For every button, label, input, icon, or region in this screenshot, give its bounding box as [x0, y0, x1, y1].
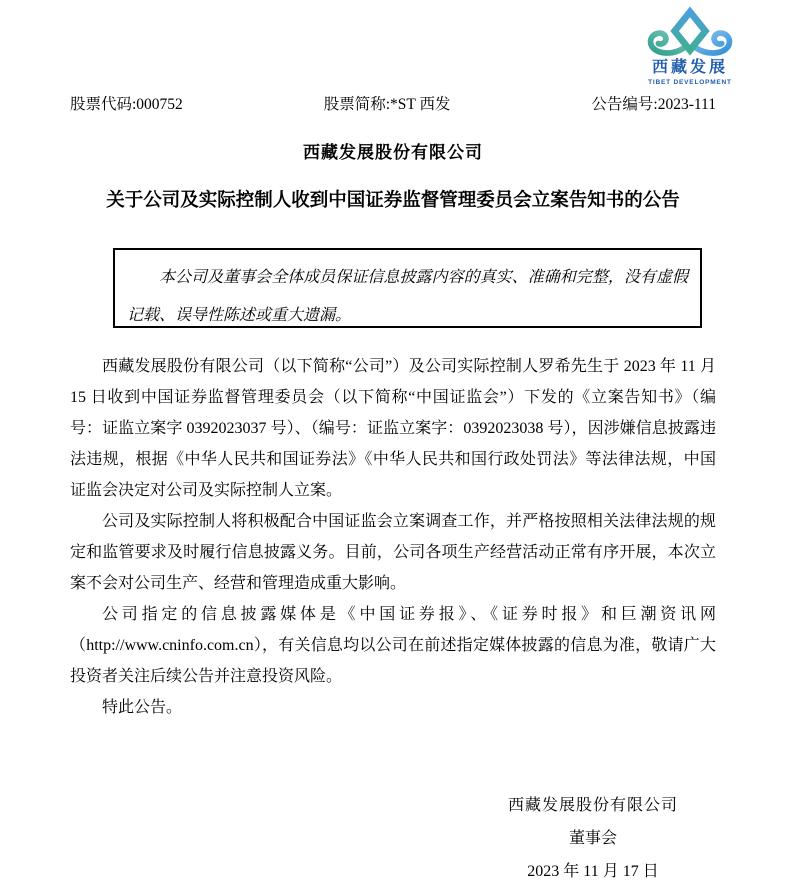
stock-code: 股票代码:000752 — [70, 96, 183, 113]
stock-abbreviation: 股票简称:*ST 西发 — [323, 96, 451, 113]
announcement-title: 关于公司及实际控制人收到中国证券监督管理委员会立案告知书的公告 — [106, 191, 680, 211]
body-paragraph-3: 公司指定的信息披露媒体是《中国证券报》、《证券时报》和巨潮资讯网（http://www.cninfo.com.cn），有关信息均以公司在前述指定媒体披露的信息为准，敬请广大投资者关注后续公告并注意投资风险。 — [70, 606, 716, 685]
closing-statement: 特此公告。 — [102, 699, 183, 716]
company-logo — [634, 6, 746, 86]
signature-block — [473, 789, 713, 888]
signature-company: 西藏发展股份有限公司 — [507, 797, 678, 814]
declaration-text: 本公司及董事会全体成员保证信息披露内容的真实、准确和完整，没有虚假记载、误导性陈述或重大遗漏。 — [127, 269, 688, 324]
logo-name-en: TIBET DEVELOPMENT — [648, 78, 732, 86]
logo-name-cn: 西藏发展 — [651, 59, 728, 76]
body-paragraph-2: 公司及实际控制人将积极配合中国证监会立案调查工作，并严格按照相关法律法规的规定和监管要求及时履行信息披露义务。目前，公司各项生产经营活动正常有序开展，本次立案不会对公司生产、经营和管理造成重大影响。 — [70, 513, 716, 592]
body-paragraph-1: 西藏发展股份有限公司（以下简称“公司”）及公司实际控制人罗希先生于 2023 年 11 月 15 日收到中国证券监督管理委员会（以下简称“中国证监会”）下发的《立案告知书》（编号：证监立案字 0392023037 号）、（编号：证监立案字：0392023038 号），因涉嫌信息披露违法违规，根据《中华人民共和国证券法》《中华人民共和国行政处罚法》等法律法规，中国证监会决定对公司及实际控制人立案。 — [70, 358, 716, 499]
signature-date: 2023 年 11 月 17 日 — [527, 863, 659, 880]
page-title: 西藏发展股份有限公司 — [303, 143, 483, 162]
announcement-number: 公告编号:2023-111 — [591, 96, 716, 113]
announcement-body — [70, 351, 716, 723]
signature-issuer: 董事会 — [568, 830, 617, 847]
stock-info-row — [70, 92, 716, 114]
declaration-box — [113, 248, 702, 328]
logo-ribbon-diamond-icon — [642, 6, 738, 58]
